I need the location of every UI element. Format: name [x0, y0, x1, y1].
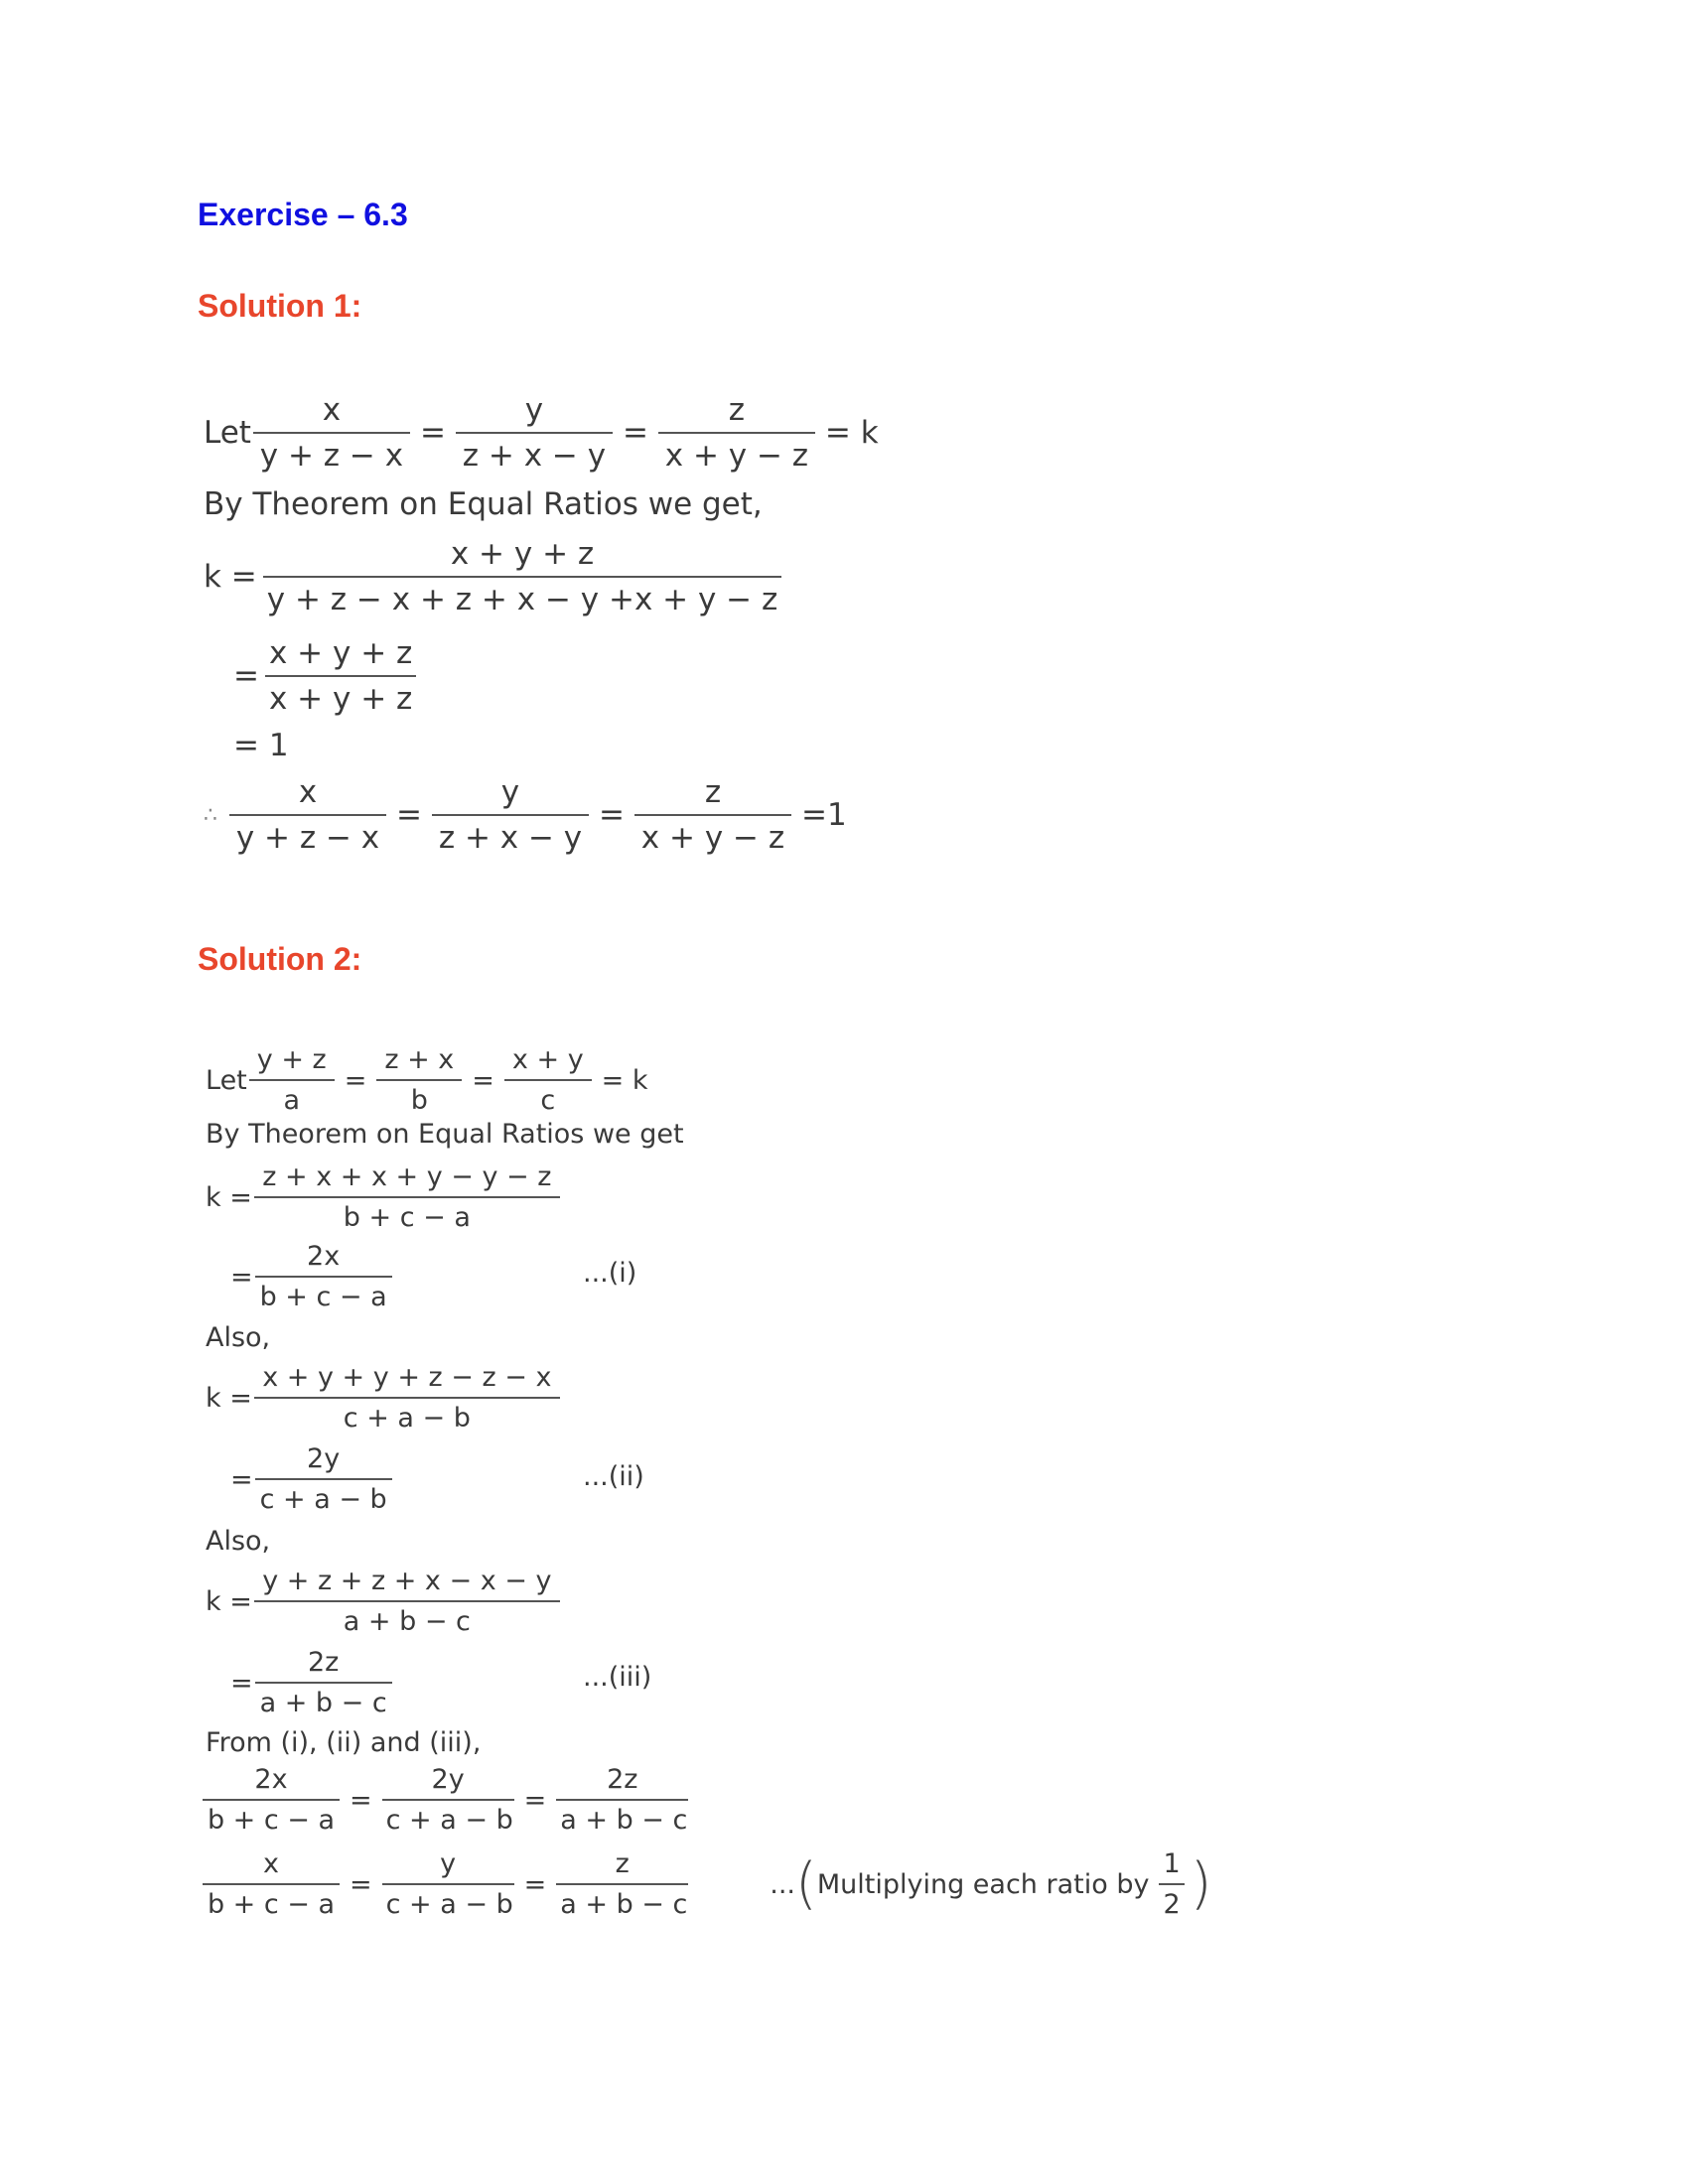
- final-equation: ∴ $\frac{x}{y + z - x}$ = $\frac{y}{z + x - y}$ = $\frac{z}{x + y - z}$ =1: [204, 774, 847, 856]
- fraction: $\frac{2y}{c + a - b}$: [386, 1764, 510, 1836]
- fraction: $\frac{y}{c + a - b}$: [386, 1848, 510, 1920]
- therefore-icon: ∴: [204, 802, 217, 828]
- solution-1-body: [204, 392, 958, 888]
- fraction: $\frac{x}{b + c - a}$: [207, 1848, 336, 1920]
- fraction: $\frac{2z}{a + b - c}$: [560, 1764, 684, 1836]
- fraction: $\frac{y}{z + x - y}$: [460, 392, 609, 474]
- fraction: $\frac{2y}{c + a - b}$: [259, 1443, 388, 1515]
- fraction: $\frac{z + x}{b}$: [380, 1044, 458, 1116]
- fraction: $\frac{2x}{b + c - a}$: [207, 1764, 336, 1836]
- let-equation: Let $\frac{y + z}{a}$ = $\frac{z + x}{b}$ = $\frac{x + y}{c}$ = k: [206, 1044, 648, 1116]
- fraction: $\frac{x}{y + z - x}$: [233, 774, 382, 856]
- fraction: $\frac{y}{z + x - y}$: [436, 774, 585, 856]
- result-equation-1: = $\frac{2x}{b + c - a}$: [230, 1241, 394, 1312]
- fraction: $\frac{y + z + z + x - x - y}{a + b - c}$: [258, 1566, 556, 1637]
- exercise-title: Exercise – 6.3: [198, 197, 408, 232]
- k-equation-3: k = $\frac{y + z + z + x - x - y}{a + b - c}$: [206, 1566, 562, 1637]
- fraction: $\frac{z}{a + b - c}$: [560, 1848, 684, 1920]
- half-fraction: $\frac{1}{2}$: [1159, 1848, 1184, 1920]
- divided-equation: $\frac{x}{b + c - a}$ = $\frac{y}{c + a - b}$ = $\frac{z}{a + b - c}$ ... ( Multiplying each ratio by $\frac{1}{2}$ ): [201, 1848, 1212, 1920]
- combined-equation: $\frac{2x}{b + c - a}$ = $\frac{2y}{c + a - b}$ = $\frac{2z}{a + b - c}$: [201, 1764, 690, 1836]
- multiply-note: Multiplying each ratio by: [816, 1868, 1150, 1900]
- theorem-text: By Theorem on Equal Ratios we get,: [204, 486, 763, 522]
- equation-tag-i: ...(i): [583, 1258, 637, 1289]
- equation-tag-ii: ...(ii): [583, 1461, 644, 1492]
- fraction: $\frac{x + y + z}{y + z - x + z + x - y +x + y - z}$: [263, 536, 782, 617]
- theorem-text: By Theorem on Equal Ratios we get: [206, 1119, 684, 1150]
- fraction: $\frac{z}{x + y - z}$: [638, 774, 787, 856]
- result-equation-3: = $\frac{2z}{a + b - c}$: [230, 1647, 394, 1718]
- fraction: $\frac{x}{y + z - x}$: [257, 392, 406, 474]
- simplified-equation: = $\frac{x + y + z}{x + y + z}$: [233, 635, 422, 717]
- open-paren: (: [795, 1851, 817, 1916]
- let-label: Let: [204, 415, 251, 451]
- also-text: Also,: [206, 1526, 271, 1557]
- fraction: $\frac{z + x + x + y - y - z}{b + c - a}$: [258, 1161, 556, 1233]
- let-equation: Let $\frac{x}{y + z - x}$ = $\frac{y}{z + x - y}$ = $\frac{z}{x + y - z}$ = k: [204, 392, 879, 474]
- fraction: $\frac{2x}{b + c - a}$: [259, 1241, 388, 1312]
- also-text: Also,: [206, 1322, 271, 1353]
- from-text: From (i), (ii) and (iii),: [206, 1727, 482, 1758]
- result-one: = 1: [233, 728, 289, 763]
- fraction: $\frac{x + y + y + z - z - x}{c + a - b}$: [258, 1362, 556, 1433]
- solution-2-body: [206, 1044, 1248, 1938]
- fraction: $\frac{x + y}{c}$: [508, 1044, 588, 1116]
- k-equation-2: k = $\frac{x + y + y + z - z - x}{c + a - b}$: [206, 1362, 562, 1433]
- equation-tag-iii: ...(iii): [583, 1662, 652, 1693]
- k-equation: k = $\frac{x + y + z}{y + z - x + z + x - y +x + y - z}$: [204, 536, 787, 617]
- fraction: $\frac{z}{x + y - z}$: [662, 392, 811, 474]
- fraction: $\frac{2z}{a + b - c}$: [259, 1647, 388, 1718]
- fraction: $\frac{x + y + z}{x + y + z}$: [265, 635, 416, 717]
- solution-1-heading: Solution 1:: [198, 288, 362, 324]
- result-equation-2: = $\frac{2y}{c + a - b}$: [230, 1443, 394, 1515]
- solution-2-heading: Solution 2:: [198, 941, 362, 977]
- fraction: $\frac{y + z}{a}$: [253, 1044, 331, 1116]
- close-paren: ): [1190, 1851, 1212, 1916]
- k-equation-1: k = $\frac{z + x + x + y - y - z}{b + c - a}$: [206, 1161, 562, 1233]
